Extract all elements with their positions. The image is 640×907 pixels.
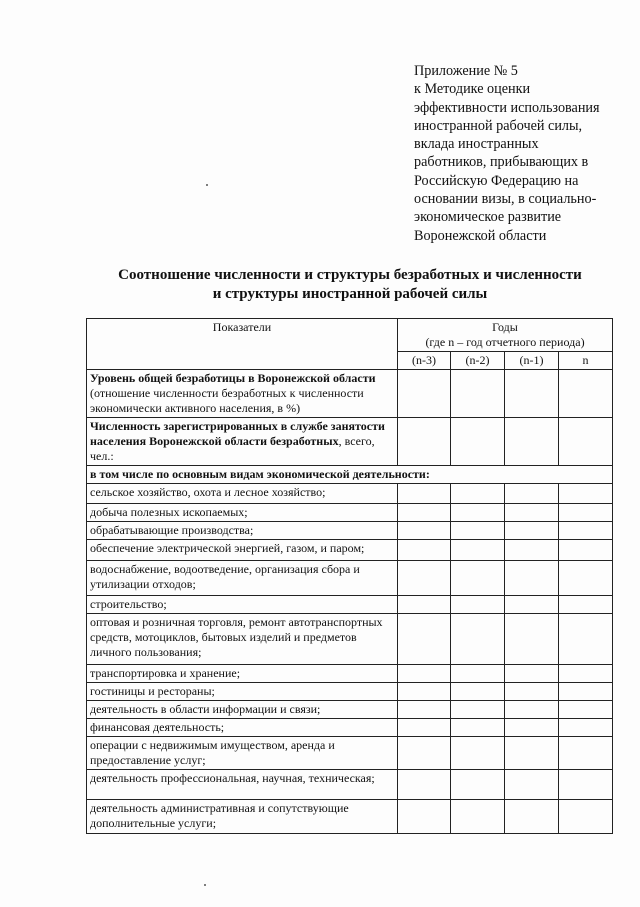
row-label-text: (отношение численности безработных к численности экономически активного населения, в %)	[90, 386, 364, 415]
value-cell	[398, 596, 451, 614]
value-cell	[451, 561, 505, 596]
row-label	[87, 418, 398, 466]
row-label	[87, 614, 398, 665]
appendix-line: Российскую Федерацию на	[414, 172, 579, 189]
row-label	[87, 522, 398, 540]
appendix-line: основании визы, в социально-	[414, 191, 597, 208]
row-label	[87, 683, 398, 701]
value-cell	[398, 665, 451, 683]
table-row	[87, 614, 613, 665]
table-row	[87, 370, 613, 418]
value-cell	[451, 665, 505, 683]
value-cell	[505, 719, 559, 737]
value-cell	[505, 540, 559, 561]
table-body	[87, 370, 613, 834]
value-cell	[398, 770, 451, 800]
title-line: Соотношение численности и структуры безработных и численности	[118, 267, 582, 283]
value-cell	[451, 737, 505, 770]
value-cell	[398, 719, 451, 737]
header-indicators: Показатели	[87, 319, 398, 370]
scan-speck	[204, 884, 206, 886]
value-cell	[398, 504, 451, 522]
table-row	[87, 522, 613, 540]
value-cell	[559, 418, 613, 466]
value-cell	[505, 370, 559, 418]
appendix-line: к Методике оценки	[414, 81, 531, 98]
row-label	[87, 484, 398, 504]
value-cell	[451, 596, 505, 614]
row-label	[87, 466, 613, 484]
value-cell	[505, 665, 559, 683]
appendix-line: работников, прибывающих в	[414, 154, 589, 171]
value-cell	[559, 504, 613, 522]
row-label-text: финансовая деятельность;	[90, 720, 225, 734]
value-cell	[451, 522, 505, 540]
table-row	[87, 504, 613, 522]
years-note: (где n – год отчетного периода)	[425, 335, 585, 349]
year-col-header: (n-1)	[505, 352, 559, 370]
row-label	[87, 701, 398, 719]
value-cell	[451, 800, 505, 834]
value-cell	[451, 418, 505, 466]
row-label	[87, 800, 398, 834]
row-label-text: деятельность административная и сопутствующие дополнительные услуги;	[90, 801, 349, 830]
year-col-header: (n-2)	[451, 352, 505, 370]
row-label	[87, 770, 398, 800]
value-cell	[451, 770, 505, 800]
value-cell	[398, 561, 451, 596]
value-cell	[398, 737, 451, 770]
value-cell	[398, 418, 451, 466]
row-label-text: гостиницы и рестораны;	[90, 684, 215, 698]
year-col-header: (n-3)	[398, 352, 451, 370]
scan-speck	[206, 184, 208, 186]
value-cell	[398, 800, 451, 834]
appendix-line: эффективности использования	[414, 99, 600, 116]
indicators-table	[86, 318, 613, 834]
table-row	[87, 770, 613, 800]
table-row	[87, 737, 613, 770]
value-cell	[559, 800, 613, 834]
value-cell	[398, 614, 451, 665]
table-row	[87, 719, 613, 737]
value-cell	[451, 683, 505, 701]
row-label-text: , всего, чел.:	[90, 434, 375, 463]
value-cell	[451, 719, 505, 737]
value-cell	[398, 370, 451, 418]
row-label	[87, 737, 398, 770]
row-label-text: обеспечение электрической энергией, газом, и паром;	[90, 541, 365, 555]
value-cell	[505, 418, 559, 466]
row-label	[87, 596, 398, 614]
value-cell	[505, 683, 559, 701]
value-cell	[559, 484, 613, 504]
row-label-text: транспортировка и хранение;	[90, 666, 241, 680]
table-row	[87, 484, 613, 504]
value-cell	[559, 701, 613, 719]
value-cell	[398, 522, 451, 540]
value-cell	[559, 719, 613, 737]
row-label	[87, 561, 398, 596]
value-cell	[451, 614, 505, 665]
value-cell	[398, 683, 451, 701]
header-years	[398, 319, 613, 352]
table-row	[87, 665, 613, 683]
table-row	[87, 466, 613, 484]
row-label	[87, 665, 398, 683]
row-label-text: операции с недвижимым имуществом, аренда и предоставление услуг;	[90, 738, 335, 767]
row-label-text: деятельность профессиональная, научная, техническая;	[90, 771, 375, 785]
value-cell	[505, 614, 559, 665]
value-cell	[505, 800, 559, 834]
row-label	[87, 370, 398, 418]
value-cell	[398, 701, 451, 719]
value-cell	[505, 770, 559, 800]
row-label-text: оптовая и розничная торговля, ремонт автотранспортных средств, мотоциклов, бытовых изделий и предметов личного пользования;	[90, 615, 383, 659]
value-cell	[451, 370, 505, 418]
value-cell	[505, 701, 559, 719]
row-label	[87, 719, 398, 737]
value-cell	[559, 770, 613, 800]
value-cell	[559, 561, 613, 596]
appendix-line: экономическое развитие	[414, 209, 562, 226]
row-label	[87, 540, 398, 561]
value-cell	[559, 665, 613, 683]
value-cell	[505, 522, 559, 540]
row-label	[87, 504, 398, 522]
value-cell	[505, 504, 559, 522]
appendix-line: вклада иностранных	[414, 136, 539, 153]
row-label-text: строительство;	[90, 597, 167, 611]
value-cell	[559, 522, 613, 540]
appendix-block	[414, 62, 634, 245]
row-label-text: деятельность в области информации и связи;	[90, 702, 321, 716]
title-line: и структуры иностранной рабочей силы	[212, 286, 488, 302]
value-cell	[559, 737, 613, 770]
row-label-text: добыча полезных ископаемых;	[90, 505, 248, 519]
header-row	[87, 319, 613, 352]
table-row	[87, 800, 613, 834]
value-cell	[505, 561, 559, 596]
table-row	[87, 561, 613, 596]
table-row	[87, 418, 613, 466]
document-title	[80, 266, 620, 304]
row-label-text: обрабатывающие производства;	[90, 523, 254, 537]
years-title: Годы	[492, 320, 518, 334]
row-label-bold: в том числе по основным видам экономической деятельности:	[90, 467, 430, 481]
value-cell	[505, 737, 559, 770]
value-cell	[505, 596, 559, 614]
value-cell	[505, 484, 559, 504]
appendix-line: Воронежской области	[414, 227, 547, 244]
appendix-line: иностранной рабочей силы,	[414, 117, 583, 134]
value-cell	[559, 683, 613, 701]
value-cell	[451, 540, 505, 561]
row-label-bold: Численность зарегистрированных в службе занятости населения Воронежской области безработных	[90, 419, 385, 448]
value-cell	[559, 370, 613, 418]
table-row	[87, 596, 613, 614]
row-label-text: водоснабжение, водоотведение, организация сбора и утилизации отходов;	[90, 562, 360, 591]
appendix-line: Приложение № 5	[414, 63, 518, 79]
value-cell	[559, 614, 613, 665]
table-row	[87, 701, 613, 719]
value-cell	[451, 701, 505, 719]
value-cell	[559, 540, 613, 561]
value-cell	[451, 484, 505, 504]
row-label-bold: Уровень общей безработицы в Воронежской области	[90, 371, 376, 385]
value-cell	[398, 484, 451, 504]
value-cell	[398, 540, 451, 561]
table-row	[87, 683, 613, 701]
value-cell	[451, 504, 505, 522]
row-label-text: сельское хозяйство, охота и лесное хозяйство;	[90, 485, 326, 499]
value-cell	[559, 596, 613, 614]
year-col-header: n	[559, 352, 613, 370]
table-row	[87, 540, 613, 561]
